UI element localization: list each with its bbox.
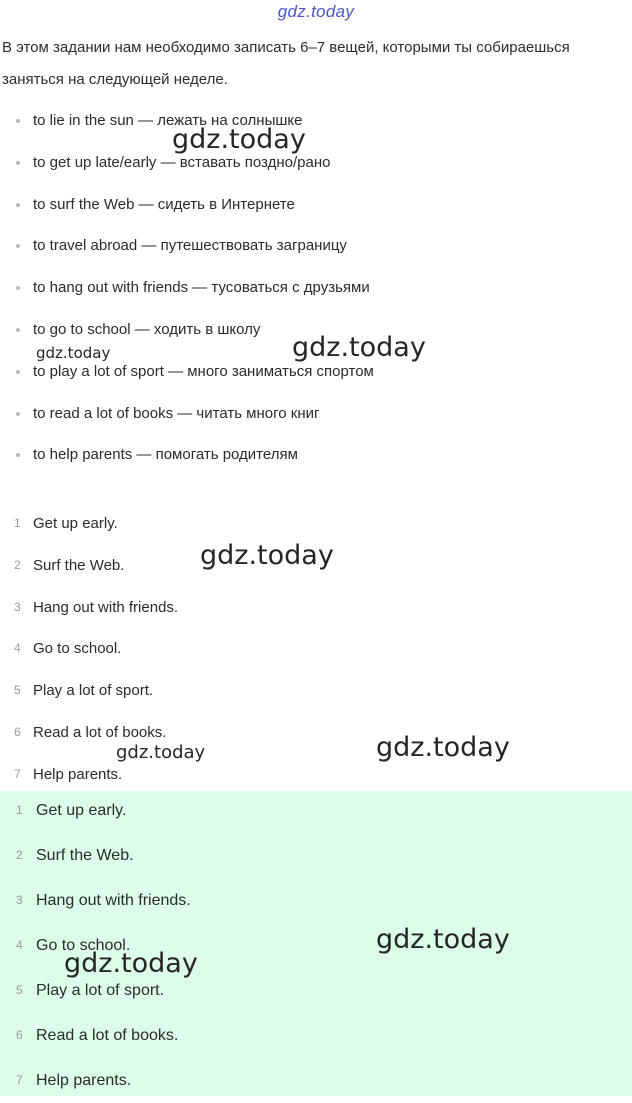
numbered-item: [0, 587, 178, 629]
item-text: Play a lot of sport.: [33, 682, 154, 700]
list-item: [0, 351, 374, 393]
numbered-item: [0, 545, 178, 587]
item-text: Hang out with friends.: [36, 892, 191, 909]
item-number: 7: [14, 766, 21, 781]
list-item: [0, 309, 374, 351]
list-item-text: to go to school — ходить в школу: [33, 320, 261, 338]
task-intro: В этом задании нам необходимо записать 6–7 вещей, которыми ты собираешься заняться на следующей неделе.: [2, 39, 570, 88]
item-text: Read a lot of books.: [36, 1027, 179, 1044]
watermark: gdz.today: [376, 732, 510, 763]
vocabulary-list: [0, 100, 374, 476]
item-number: 6: [14, 724, 21, 739]
answer-item: [0, 968, 191, 1013]
watermark: gdz.today: [172, 124, 306, 155]
answer-item: [0, 1013, 191, 1058]
item-text: Read a lot of books.: [33, 723, 167, 741]
item-text: Hang out with friends.: [33, 598, 179, 616]
watermark: gdz.today: [116, 742, 206, 763]
site-logo: gdz.today: [277, 2, 355, 21]
list-item: [0, 434, 374, 476]
answer-list: [0, 788, 191, 1103]
item-number: 6: [16, 1028, 23, 1042]
list-item-text: to read a lot of books — читать много книг: [33, 404, 320, 422]
bullet-icon: [16, 286, 20, 290]
item-text: Go to school.: [36, 937, 131, 954]
item-text: Surf the Web.: [33, 556, 125, 574]
bullet-icon: [16, 370, 20, 374]
item-text: Surf the Web.: [36, 847, 134, 864]
item-text: Go to school.: [33, 640, 122, 658]
watermark: gdz.today: [292, 332, 426, 363]
watermark: gdz.today: [64, 948, 198, 979]
bullet-icon: [16, 119, 20, 123]
answer-item: [0, 923, 191, 968]
bullet-icon: [16, 328, 20, 332]
bullet-icon: [16, 161, 20, 165]
bullet-icon: [16, 453, 20, 457]
numbered-item: [0, 628, 178, 670]
numbered-item: [0, 670, 178, 712]
list-item-text: to play a lot of sport — много заниматься спортом: [33, 362, 374, 380]
list-item: [0, 142, 374, 184]
list-item-text: to lie in the sun — лежать на солнышке: [33, 112, 303, 129]
item-number: 4: [16, 938, 23, 952]
numbered-list: [0, 503, 178, 796]
item-number: 4: [14, 641, 21, 656]
watermark: gdz.today: [376, 924, 510, 955]
numbered-item: [0, 712, 178, 754]
item-number: 3: [14, 599, 21, 614]
list-item-text: to surf the Web — сидеть в Интернете: [33, 195, 295, 213]
answer-item: [0, 788, 191, 833]
item-text: Play a lot of sport.: [36, 982, 165, 999]
list-item: [0, 267, 374, 309]
watermark: gdz.today: [36, 344, 111, 362]
item-number: 1: [14, 516, 21, 530]
list-item: [0, 184, 374, 226]
list-item: [0, 393, 374, 435]
item-number: 3: [16, 893, 23, 907]
item-text: Get up early.: [33, 515, 118, 532]
bullet-icon: [16, 412, 20, 416]
numbered-item: [0, 503, 178, 545]
item-number: 2: [14, 557, 21, 572]
bullet-icon: [16, 203, 20, 207]
item-text: Help parents.: [36, 1072, 132, 1089]
list-item-text: to help parents — помогать родителям: [33, 446, 298, 464]
item-number: 5: [16, 983, 23, 997]
item-number: 1: [16, 803, 23, 817]
item-text: Help parents.: [33, 765, 123, 783]
list-item: [0, 225, 374, 267]
item-number: 2: [16, 848, 23, 862]
item-number: 7: [16, 1073, 23, 1087]
item-text: Get up early.: [36, 802, 127, 819]
list-item-text: to hang out with friends — тусоваться с друзьями: [33, 279, 370, 297]
bullet-icon: [16, 244, 20, 248]
answer-item: [0, 1058, 191, 1103]
list-item: [0, 100, 374, 142]
answer-item: [0, 833, 191, 878]
list-item-text: to travel abroad — путешествовать заграницу: [33, 237, 347, 255]
answer-item: [0, 878, 191, 923]
watermark: gdz.today: [200, 540, 334, 571]
list-item-text: to get up late/early — вставать поздно/рано: [33, 153, 331, 171]
item-number: 5: [14, 683, 21, 698]
